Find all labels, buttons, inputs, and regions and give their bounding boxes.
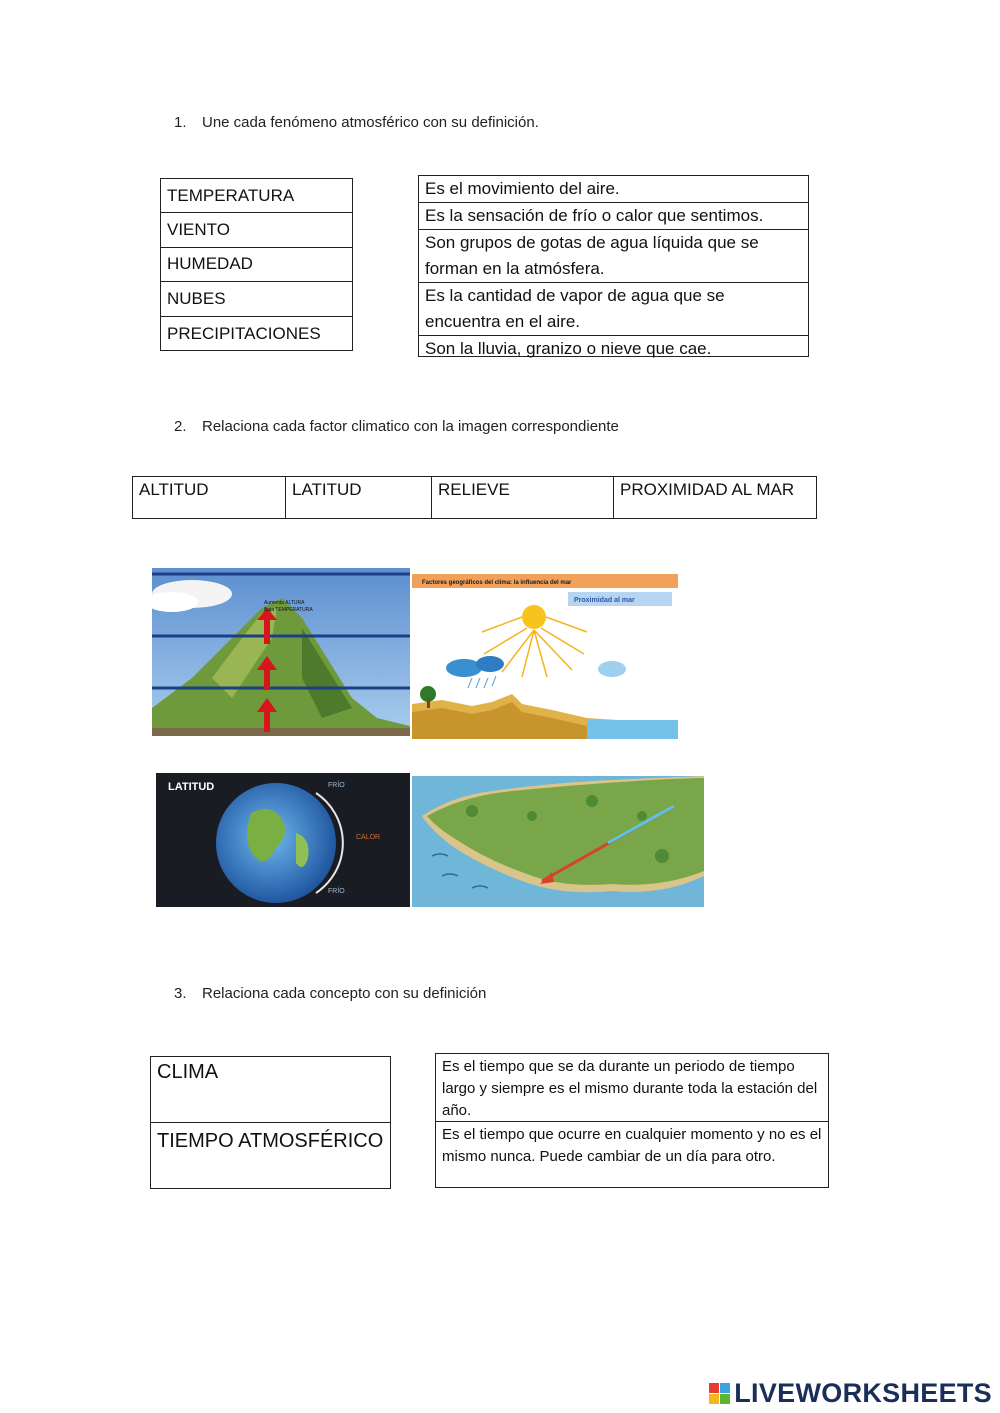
q3-definition[interactable]: Es el tiempo que se da durante un periodo de tiempo largo y siempre es el mismo durante toda la estación del año.	[436, 1054, 828, 1122]
q2-factor[interactable]: LATITUD	[286, 477, 432, 518]
altitude-image[interactable]	[152, 568, 410, 736]
q1-definition[interactable]: Son la lluvia, granizo o nieve que cae.	[425, 339, 712, 358]
brand-name: LIVEWORKSHEETS	[734, 1378, 992, 1408]
q3-terms-table	[150, 1056, 391, 1189]
latitude-label-bottom: FRÍO	[328, 888, 345, 895]
q2-factors-row	[132, 476, 817, 519]
latitude-label-middle: CALOR	[356, 834, 381, 841]
q1-definition[interactable]: Es la sensación de frío o calor que sentimos.	[419, 203, 808, 230]
q1-definition[interactable]: Es el movimiento del aire.	[419, 176, 808, 203]
relief-image[interactable]	[412, 776, 704, 907]
q2-factor[interactable]: PROXIMIDAD AL MAR	[620, 480, 795, 499]
q1-term[interactable]: HUMEDAD	[161, 248, 352, 282]
q3-term[interactable]: TIEMPO ATMOSFÉRICO	[157, 1130, 384, 1152]
q1-definitions-table	[418, 175, 809, 357]
q3-term[interactable]: CLIMA	[151, 1057, 390, 1123]
sea-image-header: Factores geográficos del clima: la influencia del mar	[422, 580, 572, 586]
q1-definition[interactable]: Es la cantidad de vapor de agua que se encuentra en el aire.	[419, 283, 808, 336]
q1-term[interactable]: NUBES	[161, 282, 352, 316]
sea-image-tag: Proximidad al mar	[574, 597, 635, 604]
q1-term[interactable]: VIENTO	[161, 213, 352, 247]
q1-term[interactable]: PRECIPITACIONES	[167, 323, 321, 343]
q1-definition[interactable]: Son grupos de gotas de agua líquida que se forman en la atmósfera.	[419, 230, 808, 283]
latitude-image[interactable]	[156, 773, 410, 907]
latitude-image-title: LATITUD	[168, 781, 215, 793]
q3-definition[interactable]: Es el tiempo que ocurre en cualquier momento y no es el mismo nunca. Puede cambiar de un día para otro.	[442, 1126, 822, 1165]
q1-term[interactable]: TEMPERATURA	[161, 179, 352, 213]
question-2-title: 2. Relaciona cada factor climatico con la imagen correspondiente	[174, 418, 619, 435]
altitude-label-1: Aumenta ALTURA	[264, 600, 305, 606]
sea-proximity-image[interactable]	[412, 572, 678, 739]
latitude-label-top: FRÍO	[328, 782, 345, 789]
q2-factor[interactable]: ALTITUD	[133, 477, 286, 518]
q2-factor[interactable]: RELIEVE	[432, 477, 614, 518]
liveworksheets-logo	[709, 1378, 992, 1409]
altitude-label-2: Baja TEMPERATURA	[264, 607, 313, 613]
logo-mark-icon	[709, 1383, 730, 1404]
q3-definitions-table	[435, 1053, 829, 1188]
q1-terms-table	[160, 178, 353, 351]
question-1-title: 1. Une cada fenómeno atmosférico con su definición.	[174, 114, 539, 131]
question-3-title: 3. Relaciona cada concepto con su definición	[174, 985, 487, 1002]
